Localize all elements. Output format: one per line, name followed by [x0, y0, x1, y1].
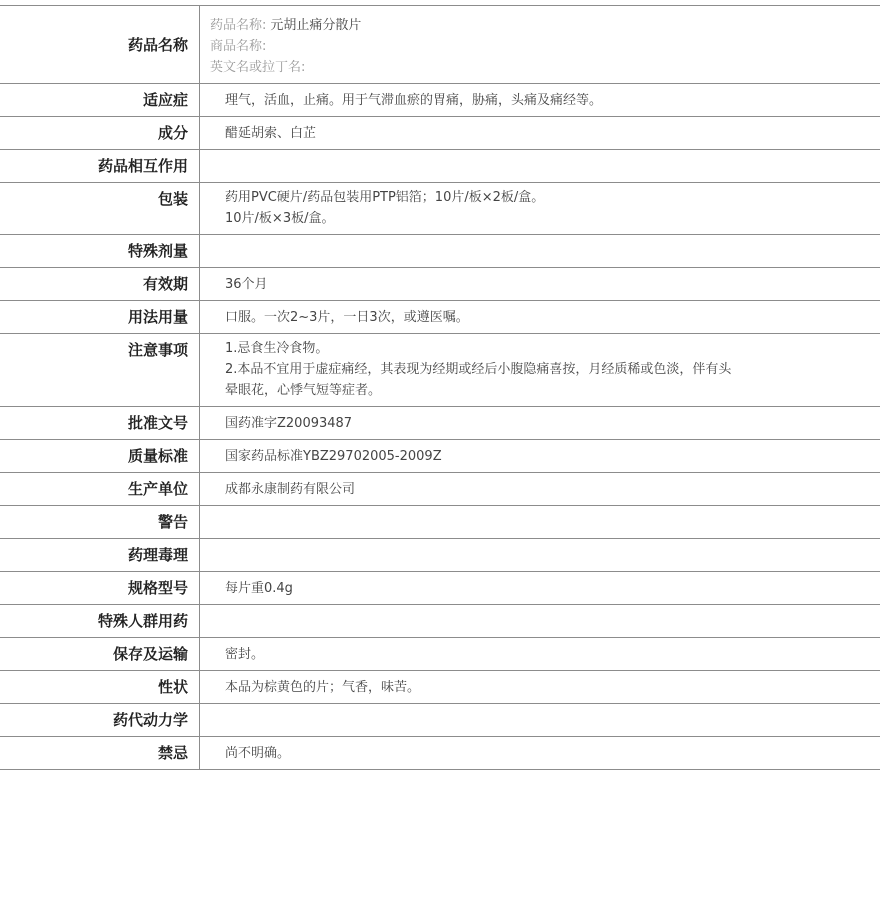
row-label: 药品名称 [0, 6, 200, 83]
row-value [200, 6, 880, 83]
generic-name-key: 药品名称: [210, 18, 267, 33]
trade-name-key: 商品名称: [210, 39, 267, 54]
precaution-line: 2.本品不宜用于虚症痛经，其表现为经期或经后小腹隐痛喜按，月经质稀或色淡，伴有头 [225, 362, 732, 377]
row-label: 药理毒理 [0, 539, 200, 571]
row-label: 性状 [0, 671, 200, 703]
row-packaging [0, 183, 880, 235]
row-label: 成分 [0, 117, 200, 149]
row-value [200, 605, 880, 637]
row-contraindications [0, 737, 880, 770]
row-shelf-life [0, 268, 880, 301]
row-specification [0, 572, 880, 605]
row-value [200, 506, 880, 538]
row-manufacturer [0, 473, 880, 506]
row-label: 药代动力学 [0, 704, 200, 736]
row-value [200, 150, 880, 182]
row-value [200, 334, 880, 406]
row-label: 规格型号 [0, 572, 200, 604]
row-value [200, 183, 880, 234]
row-drug-name [0, 6, 880, 84]
english-name-key: 英文名或拉丁名: [210, 60, 306, 75]
trade-name-line [210, 36, 880, 57]
row-value: 理气，活血，止痛。用于气滞血瘀的胃痛，胁痛，头痛及痛经等。 [225, 93, 603, 108]
row-value: 国家药品标准YBZ29702005-2009Z [225, 449, 442, 464]
english-name-line [210, 57, 880, 78]
drug-spec-table [0, 5, 880, 770]
packaging-line: 药用PVC硬片/药品包装用PTP铝箔；10片/板×2板/盒。 [225, 190, 545, 205]
row-value: 成都永康制药有限公司 [225, 482, 356, 497]
row-label: 注意事项 [0, 334, 200, 406]
precaution-line: 1.忌食生冷食物。 [225, 341, 329, 356]
precaution-line: 晕眼花，心悸气短等症者。 [225, 383, 382, 398]
row-quality-standard [0, 440, 880, 473]
row-value: 本品为棕黄色的片；气香，味苦。 [225, 680, 421, 695]
row-value: 醋延胡索、白芷 [225, 126, 317, 141]
row-label: 生产单位 [0, 473, 200, 505]
row-value: 国药准字Z20093487 [225, 416, 353, 431]
row-label: 用法用量 [0, 301, 200, 333]
row-indications [0, 84, 880, 117]
row-label: 批准文号 [0, 407, 200, 439]
row-value: 36个月 [225, 277, 268, 292]
generic-name-value: 元胡止痛分散片 [270, 18, 362, 33]
row-value [200, 539, 880, 571]
packaging-line: 10片/板×3板/盒。 [225, 211, 335, 226]
row-value: 尚不明确。 [225, 746, 291, 761]
row-approval-number [0, 407, 880, 440]
row-label: 药品相互作用 [0, 150, 200, 182]
row-label: 质量标准 [0, 440, 200, 472]
row-label: 特殊人群用药 [0, 605, 200, 637]
row-warning [0, 506, 880, 539]
row-usage-dosage [0, 301, 880, 334]
row-special-dosage [0, 235, 880, 268]
row-label: 特殊剂量 [0, 235, 200, 267]
row-storage [0, 638, 880, 671]
row-label: 禁忌 [0, 737, 200, 769]
row-value: 每片重0.4g [225, 581, 293, 596]
row-value: 口服。一次2~3片，一日3次，或遵医嘱。 [225, 310, 469, 325]
row-value [200, 235, 880, 267]
row-label: 警告 [0, 506, 200, 538]
row-interactions [0, 150, 880, 183]
row-precautions [0, 334, 880, 407]
row-appearance [0, 671, 880, 704]
row-ingredients [0, 117, 880, 150]
generic-name-line [210, 15, 880, 36]
row-label: 有效期 [0, 268, 200, 300]
row-special-population [0, 605, 880, 638]
row-value [200, 704, 880, 736]
row-pharmacokinetics [0, 704, 880, 737]
row-label: 适应症 [0, 84, 200, 116]
row-pharmacology [0, 539, 880, 572]
row-label: 包装 [0, 183, 200, 234]
row-label: 保存及运输 [0, 638, 200, 670]
row-value: 密封。 [225, 647, 265, 662]
